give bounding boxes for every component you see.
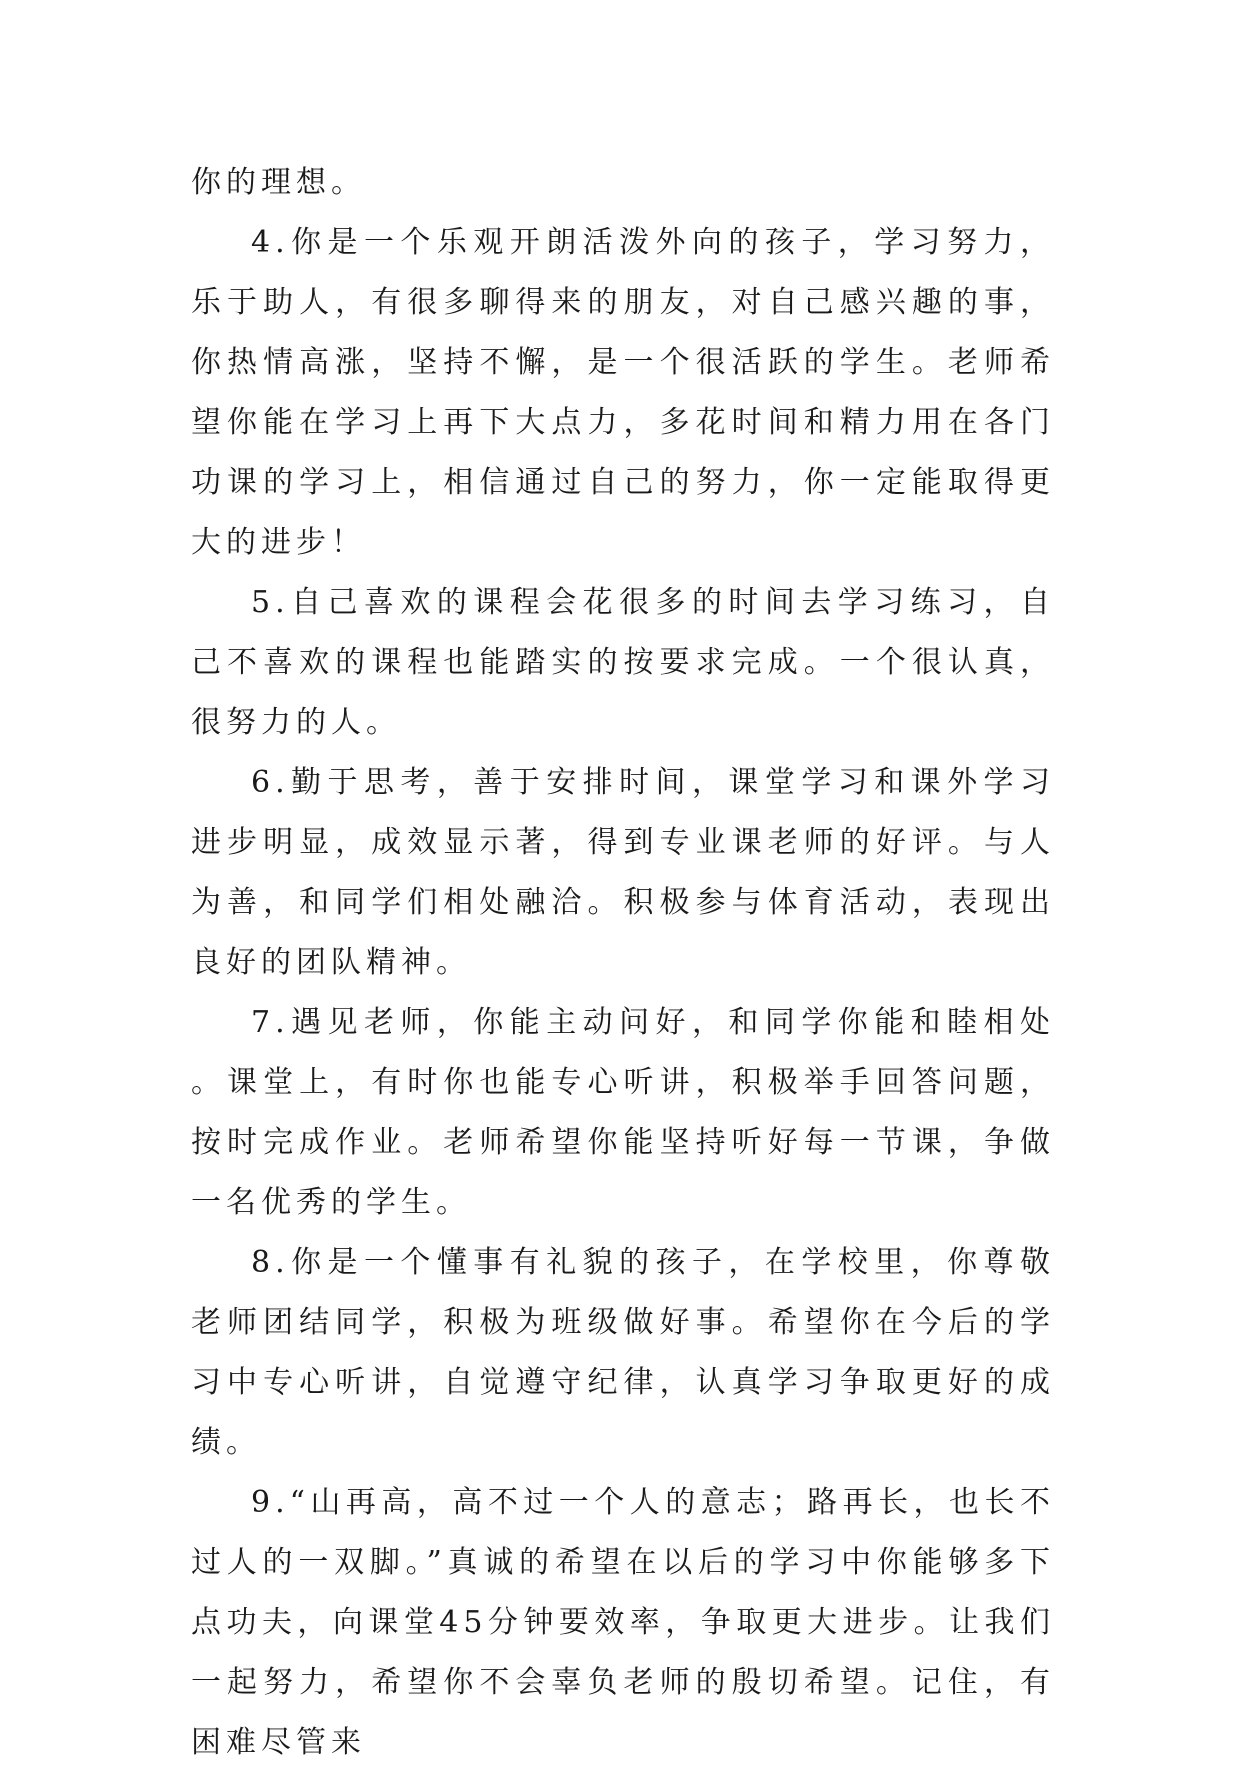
paragraph-item-8: 8.你是一个懂事有礼貌的孩子，在学校里，你尊敬老师团结同学，积极为班级做好事。希望你在今后的学习中专心听讲，自觉遵守纪律，认真学习争取更好的成绩。 xyxy=(191,1245,1055,1460)
paragraph-item-6: 6.勤于思考，善于安排时间，课堂学习和课外学习进步明显，成效显示著，得到专业课老师的好评。与人为善，和同学们相处融洽。积极参与体育活动，表现出良好的团队精神。 xyxy=(191,765,1055,980)
paragraph-continuation: 你的理想。 xyxy=(191,165,366,200)
paragraph-item-9: 9.“山再高，高不过一个人的意志；路再长，也长不过人的一双脚。”真诚的希望在以后的学习中你能够多下点功夫，向课堂45分钟要效率，争取更大进步。让我们一起努力，希望你不会辜负老师的殷切希望。记住，有困难尽管来 xyxy=(191,1485,1055,1760)
document-body xyxy=(191,153,1055,1773)
paragraph-item-4: 4.你是一个乐观开朗活泼外向的孩子，学习努力，乐于助人，有很多聊得来的朋友，对自己感兴趣的事，你热情高涨，坚持不懈，是一个很活跃的学生。老师希望你能在学习上再下大点力，多花时间和精力用在各门功课的学习上，相信通过自己的努力，你一定能取得更大的进步！ xyxy=(191,225,1055,560)
paragraph-item-7: 7.遇见老师，你能主动问好，和同学你能和睦相处。课堂上，有时你也能专心听讲，积极举手回答问题，按时完成作业。老师希望你能坚持听好每一节课，争做一名优秀的学生。 xyxy=(191,1005,1055,1220)
paragraph-item-5: 5.自己喜欢的课程会花很多的时间去学习练习，自己不喜欢的课程也能踏实的按要求完成。一个很认真，很努力的人。 xyxy=(191,585,1055,740)
